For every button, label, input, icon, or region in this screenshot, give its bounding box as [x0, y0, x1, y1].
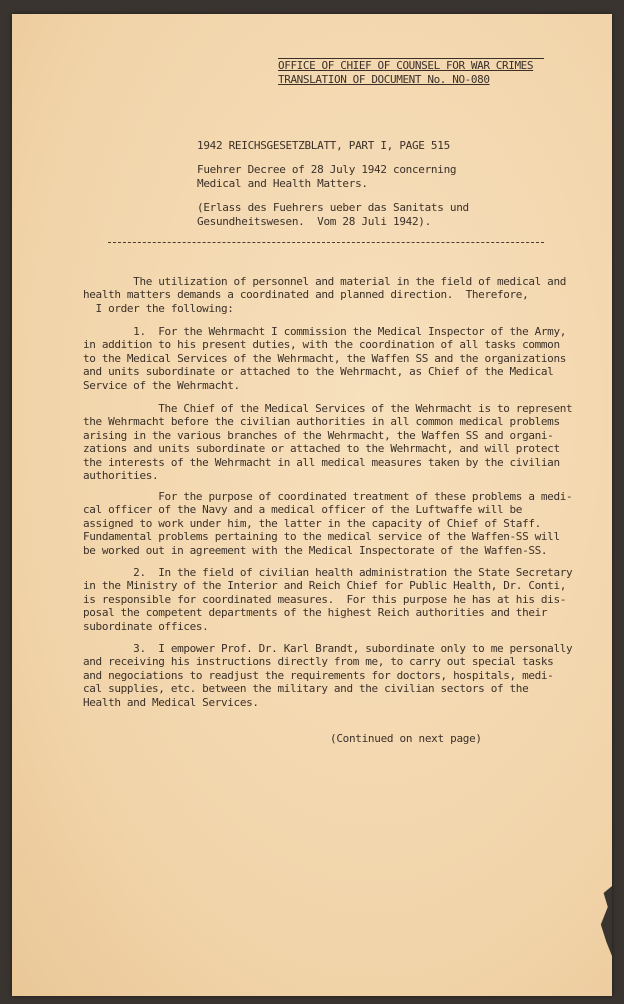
text-line: For the purpose of coordinated treatment of these problems a medi-	[83, 490, 573, 503]
text-line: cal officer of the Navy and a medical officer of the Luftwaffe will be	[83, 503, 523, 517]
text-line: and units subordinate or attached to the Wehrmacht, as Chief of the Medical	[83, 365, 554, 379]
text-line: health matters demands a coordinated and planned direction. Therefore,	[83, 288, 529, 302]
text-line: Fundamental problems pertaining to the medical service of the Waffen-SS will	[83, 530, 560, 544]
text-line: posal the competent departments of the highest Reich authorities and their	[83, 606, 548, 620]
german-title-line-2: Gesundheitswesen. Vom 28 Juli 1942).	[197, 215, 431, 228]
text-line: The Chief of the Medical Services of the Wehrmacht is to represent	[83, 402, 573, 415]
citation-line: 1942 REICHSGESETZBLATT, PART I, PAGE 515	[197, 139, 450, 152]
header-translation-line: TRANSLATION OF DOCUMENT No. NO-080	[278, 73, 490, 86]
paragraph-3	[83, 490, 583, 557]
separator-dashed-line	[108, 242, 544, 243]
german-title-line-1: (Erlass des Fuehrers ueber das Sanitats und	[197, 201, 469, 214]
text-line: authorities.	[83, 469, 159, 483]
text-line: is responsible for coordinated measures. For this purpose he has at his dis-	[83, 592, 566, 606]
title-line-2: Medical and Health Matters.	[197, 177, 368, 190]
paragraph-intro	[83, 275, 583, 315]
paragraph-1	[83, 325, 583, 392]
text-line: to the Medical Services of the Wehrmacht, the Waffen SS and the organizations	[83, 351, 566, 365]
text-line: assigned to work under him, the latter in the capacity of Chief of Staff.	[83, 516, 541, 530]
text-line: The utilization of personnel and material in the field of medical and	[83, 275, 566, 288]
text-line: and receiving his instructions directly from me, to carry out special tasks	[83, 655, 554, 669]
paragraph-2	[83, 402, 583, 482]
text-line: in the Ministry of the Interior and Reich Chief for Public Health, Dr. Conti,	[83, 579, 566, 593]
text-line: subordinate offices.	[83, 619, 209, 633]
title-line-1: Fuehrer Decree of 28 July 1942 concerning	[197, 163, 457, 176]
text-line: and negociations to readjust the requirements for doctors, hospitals, medi-	[83, 668, 554, 682]
header-office-line: OFFICE OF CHIEF OF COUNSEL FOR WAR CRIMES	[278, 59, 534, 72]
text-line: 1. For the Wehrmacht I commission the Medical Inspector of the Army,	[83, 325, 566, 338]
text-line: the Wehrmacht before the civilian authorities in all common medical problems	[83, 415, 560, 429]
paragraph-4	[83, 566, 583, 633]
continued-note: (Continued on next page)	[330, 732, 482, 745]
text-line: the interests of the Wehrmacht in all medical measures taken by the civilian	[83, 455, 560, 469]
office-header	[278, 58, 548, 87]
paragraph-5	[83, 642, 583, 709]
text-line: cal supplies, etc. between the military and the civilian sectors of the	[83, 682, 529, 696]
text-line: 2. In the field of civilian health administration the State Secretary	[83, 566, 573, 579]
text-line: arising in the various branches of the Wehrmacht, the Waffen SS and organi-	[83, 428, 554, 442]
text-line: be worked out in agreement with the Medical Inspectorate of the Waffen-SS.	[83, 543, 548, 557]
text-line: in addition to his present duties, with the coordination of all tasks common	[83, 338, 560, 352]
text-line: 3. I empower Prof. Dr. Karl Brandt, subordinate only to me personally	[83, 642, 573, 655]
text-line: Health and Medical Services.	[83, 695, 259, 709]
text-line: I order the following:	[83, 301, 234, 315]
torn-edge	[598, 886, 612, 956]
text-line: zations and units subordinate or attached to the Wehrmacht, and will protect	[83, 442, 560, 456]
text-line: Service of the Wehrmacht.	[83, 378, 240, 392]
